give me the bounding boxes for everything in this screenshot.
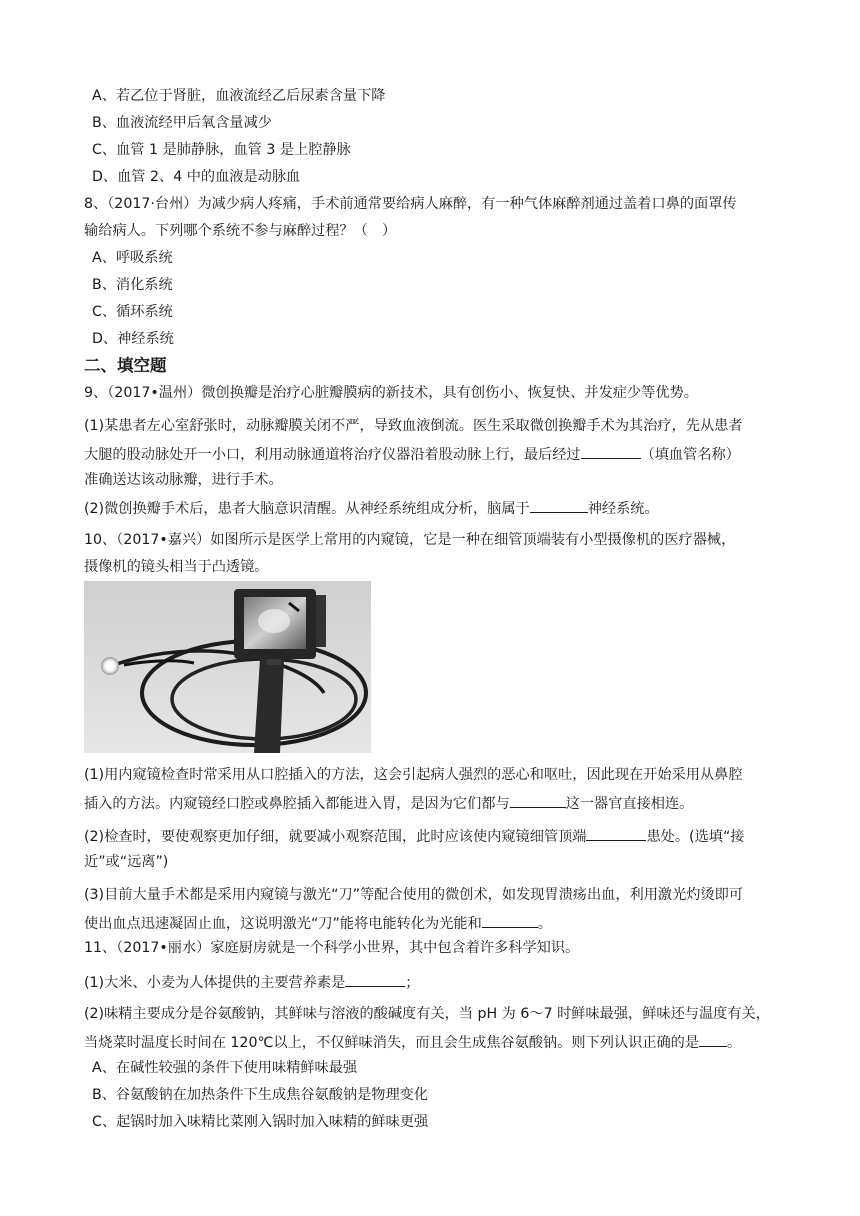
answer-blank[interactable] <box>699 1031 727 1047</box>
q9-part1-line2 <box>84 443 740 465</box>
q10-part2-line2: 近”或“远离”) <box>84 854 169 870</box>
q11-part2-text-a: 当烧菜时温度长时间在 120℃以上，不仅鲜味消失，而且会生成焦谷氨酸钠。则下列认识正确的是 <box>84 1035 700 1051</box>
q11-option-c: C、起锅时加入味精比菜刚入锅时加入味精的鲜味更强 <box>92 1114 429 1130</box>
q10-part3-text-b: 。 <box>537 916 552 932</box>
q10-part2-text-a: (2)检查时，要使观察更加仔细，就要减小观察范围，此时应该使内窥镜细管顶端 <box>84 829 587 845</box>
q8-option-b: B、消化系统 <box>92 277 173 293</box>
q11-option-b: B、谷氨酸钠在加热条件下生成焦谷氨酸钠是物理变化 <box>92 1087 429 1103</box>
q9-part1-text-a: 大腿的股动脉处开一小口，利用动脉通道将治疗仪器沿着股动脉上行，最后经过 <box>84 447 581 463</box>
q10-part1-text-a: 插入的方法。内窥镜经口腔或鼻腔插入都能进入胃，是因为它们都与 <box>84 796 510 812</box>
q11-stem: 11、（2017•丽水）家庭厨房就是一个科学小世界，其中包含着许多科学知识。 <box>84 940 580 956</box>
answer-blank[interactable] <box>586 825 646 841</box>
q10-part3-line2 <box>84 912 552 934</box>
answer-blank[interactable] <box>482 912 538 928</box>
q11-part1-text-b: ； <box>405 975 420 991</box>
answer-blank[interactable] <box>581 443 641 459</box>
q10-stem-line2: 摄像机的镜头相当于凸透镜。 <box>84 559 269 575</box>
q10-part2-line1 <box>84 825 745 847</box>
q10-part3-text-a: 使出血点迅速凝固止血，这说明激光“刀”能将电能转化为光能和 <box>84 916 482 932</box>
q8-stem-line1: 8、（2017·台州）为减少病人疼痛，手术前通常要给病人麻醉，有一种气体麻醉剂通过盖着口鼻的面罩传 <box>84 196 737 212</box>
q10-part1-text-b: 这一器官直接相连。 <box>565 796 694 812</box>
q11-option-a: A、在碱性较强的条件下使用味精鲜味最强 <box>92 1060 358 1076</box>
q9-stem: 9、（2017•温州）微创换瓣是治疗心脏瓣膜病的新技术，具有创伤小、恢复快、并发症少等优势。 <box>84 385 698 401</box>
q7-option-d: D、血管 2、4 中的血液是动脉血 <box>92 169 301 185</box>
q10-part1-line1: (1)用内窥镜检查时常采用从口腔插入的方法，这会引起病人强烈的恶心和呕吐，因此现在开始采用从鼻腔 <box>84 767 743 783</box>
q10-part2-text-b: 患处。(选填“接 <box>646 829 745 845</box>
endoscope-illustration <box>84 581 371 753</box>
q11-part1-text-a: (1)大米、小麦为人体提供的主要营养素是 <box>84 975 346 991</box>
q11-part2-text-b: 。 <box>727 1035 742 1051</box>
section-heading: 二、填空题 <box>84 356 167 375</box>
endoscope-photo <box>84 581 371 753</box>
q9-part2-text-b: 神经系统。 <box>587 501 659 517</box>
q9-part2 <box>84 497 659 519</box>
q11-part1 <box>84 971 420 993</box>
q9-part2-text-a: (2)微创换瓣手术后，患者大脑意识清醒。从神经系统组成分析，脑属于 <box>84 501 530 517</box>
q8-stem-line2: 输给病人。下列哪个系统不参与麻醉过程？（ ） <box>84 223 397 239</box>
answer-blank[interactable] <box>510 792 566 808</box>
q11-part2-line2 <box>84 1031 741 1053</box>
q10-stem-line1: 10、（2017•嘉兴）如图所示是医学上常用的内窥镜，它是一种在细管顶端装有小型摄像机的医疗器械， <box>84 532 736 548</box>
q8-option-a: A、呼吸系统 <box>92 250 173 266</box>
q9-part1-line3: 准确送达该动脉瓣，进行手术。 <box>84 472 283 488</box>
q11-part2-line1: (2)味精主要成分是谷氨酸钠，其鲜味与溶液的酸碱度有关，当 pH 为 6～7 时鲜味最强，鲜味还与温度有关， <box>84 1006 770 1022</box>
q9-part1-line1: (1)某患者左心室舒张时，动脉瓣膜关闭不严，导致血液倒流。医生采取微创换瓣手术为其治疗，先从患者 <box>84 418 743 434</box>
q8-option-c: C、循环系统 <box>92 304 173 320</box>
answer-blank[interactable] <box>530 497 588 513</box>
q7-option-b: B、血液流经甲后氧含量减少 <box>92 115 272 131</box>
q8-option-d: D、神经系统 <box>92 331 174 347</box>
q10-part3-line1: (3)目前大量手术都是采用内窥镜与激光“刀”等配合使用的微创术，如发现胃溃疡出血，利用激光灼烫即可 <box>84 887 744 903</box>
q9-part1-text-b: （填血管名称） <box>640 447 740 463</box>
q10-part1-line2 <box>84 792 693 814</box>
q7-option-c: C、血管 1 是肺静脉，血管 3 是上腔静脉 <box>92 142 351 158</box>
q7-option-a: A、若乙位于肾脏，血液流经乙后尿素含量下降 <box>92 88 386 104</box>
answer-blank[interactable] <box>345 971 405 987</box>
